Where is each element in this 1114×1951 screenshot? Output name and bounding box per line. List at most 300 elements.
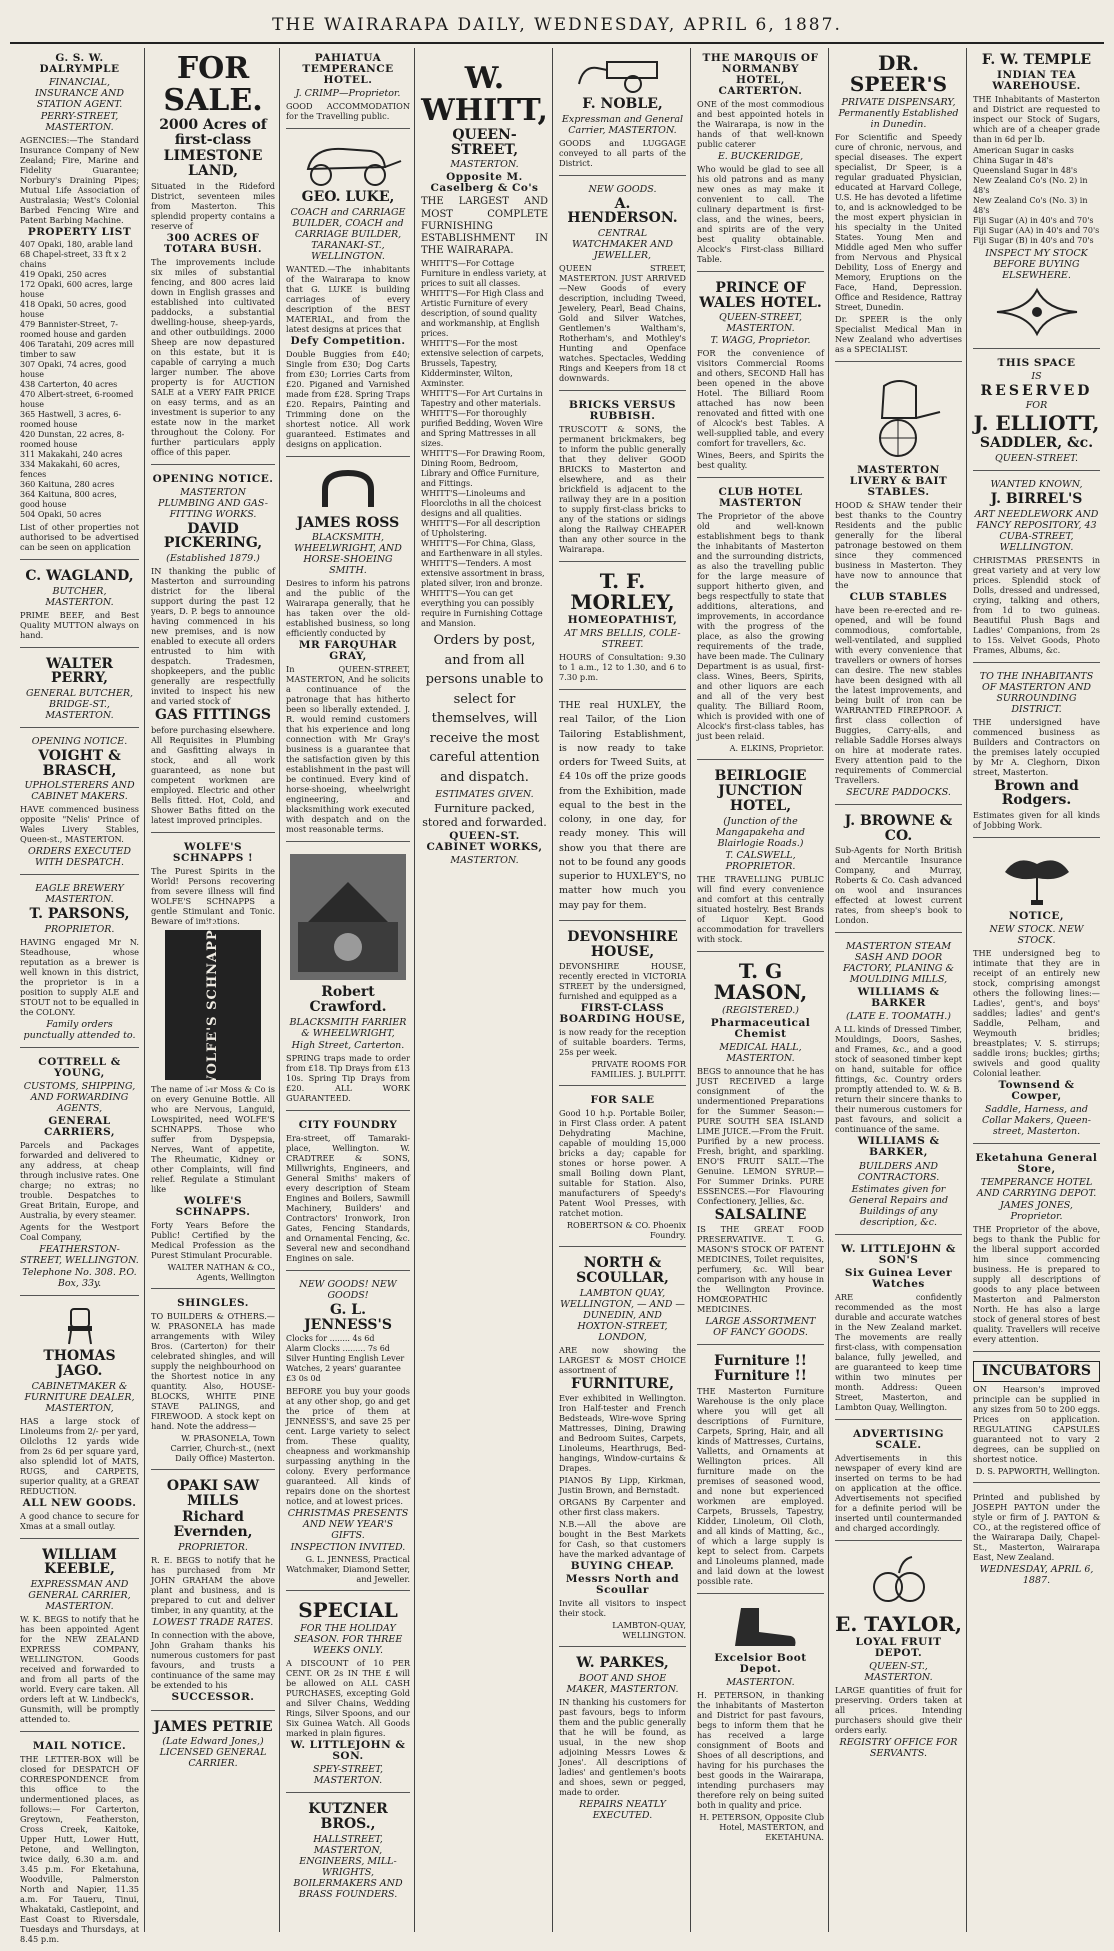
- ad-title-2: GENERAL CARRIERS,: [44, 1115, 115, 1139]
- ad-title: G. L. JENNESS'S: [304, 1301, 392, 1333]
- ad-title: Excelsior Boot Depot.: [714, 1651, 807, 1675]
- ad-body: THE LETTER-BOX will be closed for DESPATCH OF CORRESPONDENCE from this office to the undermentioned places, as follows:— For Carterton, Greytown, Featherston, Cross Creek, Kaitoke, Upper Hutt, Lower Hutt, Petone, and Wellington, twice daily, 6.30 a.m. and 3.45 p.m. For Eketahuna, Woodville, Palmerston North and Napier, 11.35 a.m. For Taueru, Tinui, Whakataki, Castlepoint, and East Coast to Riversdale, Tuesdays and Thursdays, at 8.45 p.m.: [20, 1754, 139, 1945]
- reserved-line-7: QUEEN-STREET.: [994, 453, 1078, 465]
- ad-birrel: [973, 475, 1100, 663]
- ad-subtitle: QUEEN-STREET,: [450, 127, 519, 158]
- ad-buying: BUYING CHEAP.: [570, 1560, 675, 1573]
- ad-perry: [20, 652, 139, 728]
- ad-body: PRIME BEEF, and Best Quality MUTTON always on hand.: [20, 609, 139, 640]
- sugar-list: American Sugar in casks China Sugar in 48's Queensland Sugar in 48's New Zealand Co's (No. 2) in 48's New Zealand Co's (No. 3) in 48's Fiji Sugar (A) in 40's and 70's Fiji Sugar (AA) in 40's and 70's Fiji Sugar (B) in 40's and 70's: [973, 145, 1100, 245]
- column-5: [552, 48, 691, 1932]
- ad-body-2: Wines, Beers, and Spirits the best quality.: [697, 450, 824, 471]
- ad-address: SPEY-STREET, MASTERTON.: [312, 1764, 384, 1787]
- ad-special-holiday: [286, 1595, 410, 1793]
- ad-luke: [286, 133, 410, 457]
- ad-body: HOURS of Consultation: 9.30 to 1 a.m., 12 to 1.30, and 6 to 7.30 p.m.: [559, 652, 686, 683]
- ad-title: DEVONSHIRE HOUSE,: [567, 928, 678, 960]
- ad-whitt: [421, 48, 548, 872]
- ad-mail-notice: [20, 1736, 139, 1951]
- ad-marquis-hotel: [697, 48, 824, 272]
- ad-title-3: 300 ACRES OF TOTARA BUSH.: [163, 231, 263, 255]
- ad-phone: Telephone No. 308. P.O. Box, 33y.: [22, 1267, 137, 1290]
- ad-signature: W. PRASONELA, Town Carrier, Church-st., (next Daily Office) Masterton.: [170, 1432, 275, 1463]
- reserved-line-6: SADDLER, &c.: [979, 435, 1094, 452]
- ad-dr-speer: [835, 48, 962, 362]
- ad-opposite: Opposite M. Caselberg & Co's: [430, 171, 539, 195]
- ad-body: ON Hearson's improved principle can be supplied in any sizes from 50 to 200 eggs. Prices on application. REGULATING CAPSULES guaranteed not to vary 2 degrees, can be supplied on shortest notice.: [973, 1383, 1100, 1464]
- ad-body: ARE confidently recommended as the most durable and accurate watches in the New Zealand market. The movements are really first-class, with compensation balance, fully jewelled, and are guaranteed to keep time within two minutes per month. Address: Queen Street, Masterton, and Lambton Quay, Wellington.: [835, 1291, 962, 1412]
- columns: [14, 48, 1104, 1945]
- ad-organs: ORGANS By Carpenter and other first class makers.: [559, 1497, 686, 1518]
- ad-footer: INSPECT MY STOCK BEFORE BUYING ELSEWHERE.: [985, 247, 1088, 281]
- ad-kicker: MR FARQUHAR GRAY,: [298, 639, 398, 663]
- ad-title: THOMAS JAGO.: [43, 1348, 116, 1379]
- ad-prince-of-wales: [697, 276, 824, 478]
- ad-subtitle: BLACKSMITH, WHEELWRIGHT, AND HORSE-SHOEING SMITH.: [294, 532, 402, 577]
- ad-signature: A. ELKINS, Proprietor.: [729, 743, 824, 754]
- ad-footer: Family orders punctually attended to.: [23, 1019, 136, 1042]
- ad-title: E. TAYLOR,: [835, 1611, 962, 1636]
- ad-north-scoullar: [559, 1251, 686, 1647]
- ad-body: Era-street, off Tamaraki-place, Wellington. W. CRADTREE & SONS, Millwrights, Engineers, and General Smiths' makers of every description of Steam Engines and Boilers, Sawmill Machinery, Builders' and Contractors' Ironwork, Iron Gates, Fencing Standards, and Ornamental Fencing, &c. Several new and secondhand Engines on sale.: [286, 1132, 410, 1263]
- ad-body: Good 10 h.p. Portable Boiler, in First Class order. A patent Dehydrating Machine, capable of moulding 15,000 bricks a day; capable for stones or horse power. A small Boiling down Plant, suitable for Station. Also, manufacturers of Speedy's Patent Wool Presses, with ratchet motion.: [559, 1108, 686, 1219]
- ad-body: Situated in the Rideford District, seventeen miles from Masterton. This splendid property contains a reserve of: [151, 180, 275, 231]
- ad-subtitle: FINANCIAL, INSURANCE AND STATION AGENT.: [35, 77, 124, 111]
- ad-title-2: TEMPERANCE HOTEL AND CARRYING DEPOT.: [976, 1177, 1097, 1200]
- ad-body: THE LARGEST AND MOST COMPLETE FURNISHING ESTABLISHMENT IN THE WAIRARAPA.: [421, 196, 548, 257]
- ad-townsend-cowper: [973, 842, 1100, 1144]
- ad-body: Desires to inform his patrons and the public of the Wairarapa generally, that he has taken over the old-established business, so long efficiently conducted by: [286, 578, 410, 639]
- ad-pahiatua-hotel: [286, 48, 410, 129]
- ad-title: PAHIATUA TEMPERANCE HOTEL.: [302, 52, 394, 87]
- ad-subtitle: CUSTOMS, SHIPPING, AND FORWARDING AGENTS,: [23, 1081, 136, 1115]
- ad-body: LARGE quantities of fruit for preserving. Orders taken at all prices. Intending purchasers should give their orders early.: [835, 1684, 962, 1735]
- ad-kicker-2: CHRISTMAS PRESENTS AND NEW YEAR'S GIFTS.: [287, 1508, 409, 1542]
- ad-signature: LAMBTON-QUAY, WELLINGTON.: [612, 1620, 686, 1641]
- ad-title: SHINGLES.: [177, 1296, 249, 1309]
- ad-body-2: Who would be glad to see all his old patrons and as many new ones as may make it convenient to call. The culinary department is first-class, and the wines, beers, and spirits are of the very best quality obtainable. Alcock's First-class Billiard Table.: [697, 164, 824, 265]
- ad-acres: 2000 Acres of first-class: [159, 117, 267, 148]
- ad-title: W. PARKES,: [576, 1655, 669, 1672]
- ad-signature: PRIVATE ROOMS FOR FAMILIES. J. BULPITT.: [590, 1059, 686, 1080]
- masthead: [10, 8, 1104, 44]
- ad-noble: [559, 48, 686, 176]
- ad-signature: WALTER NATHAN & CO., Agents, Wellington: [167, 1261, 275, 1282]
- ad-furniture-warehouse: [697, 1349, 824, 1593]
- ad-subtitle: QUEEN-STREET, MASTERTON.: [718, 312, 802, 335]
- ad-body: Advertisements in this newspaper of every kind are inserted on terms to be had on application at the office. Advertisements not specified for a definite period will be inserted until countermanded and charged accordingly.: [835, 1452, 962, 1533]
- ad-title-2: FURNITURE,: [571, 1375, 674, 1392]
- ad-address: FEATHERSTON-STREET, WELLINGTON.: [20, 1244, 139, 1267]
- ad-cottrell: [20, 1052, 139, 1296]
- ad-signature: ROBERTSON & CO. Phoenix Foundry.: [566, 1220, 686, 1241]
- ad-body: W. K. BEGS to notify that he has been appointed Agent for the NEW ZEALAND EXPRESS COMPANY, WELLINGTON. Goods received and forwarded to and from all parts of the world. Every care taken. All orders left at W. Lindbeck's, Gunsmith, will be promptly attended to.: [20, 1614, 139, 1724]
- ad-body-2: The improvements include six miles of substantial fencing, and 800 acres laid down in English grasses and established into cultivated paddocks, a substantial dwelling-house, sheep-yards, and other outbuildings. 2000 Sheep are now depastured on this estate, but it is capable of carrying a much larger number. The above property is for AUCTION SALE at a VERY FAIR PRICE on easy terms, and as an investment is superior to any estate now in the market throughout the Colony. For further particulars apply office of this paper.: [151, 256, 275, 457]
- ad-body: CHRISTMAS PRESENTS in great variety and at very low prices. Splendid stock of Dolls, dressed and undressed, crying, talking and others, from 1d to two guineas. Beautiful Plush Bags and Ladies' Companions, from 2s to 15s. Velvet Goods, Photo Frames, Albums, &c.: [973, 554, 1100, 655]
- ad-footer: LARGE ASSORTMENT OF FANCY GOODS.: [705, 1316, 816, 1339]
- column-1: [14, 48, 144, 1945]
- ad-subtitle: BLACKSMITH FARRIER & WHEELWRIGHT,: [289, 1016, 407, 1039]
- ad-body-2: is now ready for the reception of suitable boarders. Terms, 25s per week.: [559, 1027, 686, 1058]
- saddle-illustration-icon: [997, 848, 1077, 908]
- ad-temple: [973, 48, 1100, 349]
- ad-subtitle: BUTCHER, MASTERTON.: [45, 585, 114, 608]
- ad-title: FOR SALE.: [163, 51, 263, 118]
- ad-kicker: Defy Competition.: [290, 334, 406, 347]
- ad-subtitle: (Late Edward Jones,) LICENSED GENERAL CARRIER.: [159, 1736, 267, 1770]
- ad-title-2: Richard Evernden,: [173, 1509, 253, 1540]
- fruit-illustration-icon: [864, 1551, 934, 1611]
- ad-title: T. PARSONS,: [29, 906, 130, 923]
- ad-body-2: The name of Mr Moss & Co is on every Genuine Bottle. All who are Nervous, Languid, Lowspirited, need WOLFE'S SCHNAPPS. Those who suffer from Dyspepsia, Nerves, Want of appetite, The Rheumatic, Kidney or other Complaints, will find relief. Regulate a Stimulant like: [151, 1083, 275, 1194]
- ad-title-2: WILLIAMS & BARKER,: [857, 1135, 940, 1159]
- ad-title-2: GAS FITTINGS: [154, 707, 272, 724]
- boot-illustration-icon: [721, 1604, 801, 1650]
- ad-body: THE real HUXLEY, the real Tailor, of the Lion Tailoring Establishment, is now ready to take orders for Tweed Suits, at £4 10s off the prize goods from the Exhibition, made equal to the best in the colony, in one day, for ready money. This will show you that there are not to be found any goods superior to HUXLEY'S, no matter how much you may pay for them.: [559, 700, 686, 911]
- ad-subtitle: COACH and CARRIAGE BUILDER, COACH and CARRIAGE BUILDER, TARANAKI-ST., WELLINGTON.: [290, 206, 406, 262]
- ad-signature: T. WAGG, Proprietor.: [710, 335, 811, 347]
- ad-body: THE undersigned beg to intimate that they are in receipt of an entirely new stock, comprising amongst others the following lines:— Ladies', gent's, and boys' saddles; ladies' and gent's Saddle, Pelham, and Weymouth bridles; breastplates; V. S. stirrups; saddle irons; buckles; girths; swivels and good quality Colonial leather.: [973, 948, 1100, 1079]
- ad-title: J. BIRREL'S: [990, 491, 1083, 508]
- ad-devonshire: [559, 925, 686, 1086]
- column-4: [414, 48, 553, 1932]
- ad-subtitle: MASTERTON PLUMBING AND GAS-FITTING WORKS.: [158, 486, 268, 520]
- ad-kicker: NEW STOCK. NEW STOCK.: [989, 924, 1084, 947]
- ad-title: J. BROWNE & CO.: [844, 813, 953, 844]
- ad-subtitle-2: AT MRS BELLIS, COLE-STREET.: [564, 628, 681, 651]
- ad-title: VOIGHT & BRASCH,: [38, 748, 121, 779]
- ad-body: IN thanking the public of Masterton and surrounding district for the liberal support during the past 12 years, D. P. begs to announce having commenced in his new premises, and is now enabled to execute all orders entrusted to him with despatch. Tradesmen, shopkeepers, and the public generally are respectfully invited to inspect his new and varied stock of: [151, 566, 275, 707]
- ad-subtitle: CENTRAL WATCHMAKER AND JEWELLER,: [571, 228, 674, 262]
- ad-established: (Established 1879.): [166, 553, 260, 565]
- ad-title: MASTERTON LIVERY & BAIT STABLES.: [849, 464, 948, 499]
- ad-body: TRUSCOTT & SONS, the permanent brickmakers, beg to inform the public generally that they deliver GOOD BRICKS to Masterton and elsewhere, and as their brickfield is adjacent to the railway they are in a position to supply first-class bricks to any of the stations or sidings along the Railway CHEAPER than any other source in the Wairarapa.: [559, 424, 686, 555]
- ad-title: GEO. LUKE,: [301, 189, 395, 206]
- ad-title: BRICKS VERSUS RUBBISH.: [569, 399, 676, 423]
- ad-kicker: WANTED KNOWN,: [990, 479, 1083, 491]
- ad-body: GOODS and LUGGAGE conveyed to all parts of the District.: [559, 137, 686, 168]
- ad-kicker: LOWEST TRADE RATES.: [152, 1616, 274, 1628]
- ad-body: For Scientific and Speedy cure of chronic, nervous, and special diseases. The expert specialist, Dr Speer, is a regular graduated Physician, educated at Harvard College, U.S. He has devoted a lifetime to, and is acknowledged to be the most expert physician in his specialty in the United States. Young Men and Middle aged Men who suffer from Nervous and Physical Debility, Loss of Energy and Memory, Eruptions on the Face, Hand, Depression. Office and Residence, Rattray Street, Dunedin.: [835, 132, 962, 312]
- ad-subtitle: PRIVATE DISPENSARY, Permanently Established in Dunedin.: [838, 97, 959, 130]
- ad-signature: W. LITTLEJOHN & SON.: [290, 1739, 406, 1763]
- ad-title: INCUBATORS: [973, 1361, 1100, 1382]
- ad-signature: G. L. JENNESS, Practical Watchmaker, Diamond Setter, and Jeweller.: [286, 1554, 410, 1585]
- ad-parkes: [559, 1651, 686, 1827]
- ad-body-2: In connection with the above, John Graham thanks his numerous customers for past favours, and trusts a continuance of the same may be extended to his: [151, 1629, 275, 1690]
- ad-subtitle-2: High Street, Carterton.: [291, 1039, 405, 1051]
- ad-subtitle: HALLSTREET, MASTERTON, ENGINEERS, MILL-WRIGHTS, BOILERMAKERS AND BRASS FOUNDERS.: [293, 1833, 403, 1900]
- ad-big-text: Orders by post, and from all persons unable to select for themselves, will receive the most careful attention and dispatch.: [425, 633, 544, 785]
- ad-body: THE TRAVELLING PUBLIC will find every convenience and comfort at this centrally situated hostelry. Best Brands of Liquor Kept. Good accommodation for travellers with stock.: [697, 873, 824, 944]
- ad-title: T. G MASON,: [713, 958, 808, 1004]
- reserved-line-3: RESERVED: [980, 382, 1093, 399]
- ad-body: HAVING engaged Mr N. Steadhouse, whose reputation as a brewer is well known in this district, the proprietor is in a position to supply ALE and STOUT not to be equalled in the COLONY.: [20, 937, 139, 1018]
- ad-title-2: LIMESTONE LAND,: [163, 148, 263, 180]
- ad-title-2: Pharmaceutical Chemist: [710, 1016, 811, 1040]
- reserved-line-2: IS: [1031, 370, 1042, 382]
- ad-for-sale-land: [151, 48, 275, 465]
- ad-henderson: [559, 180, 686, 391]
- reserved-line-5: J. ELLIOTT,: [973, 411, 1100, 436]
- buggy-illustration-icon: [854, 372, 944, 462]
- ad-title: DR. SPEER'S: [849, 51, 948, 96]
- ad-body-2: before purchasing elsewhere. All Requisites in Plumbing and Gasfitting always in stock, and all work guaranteed, as none but competent workmen are employed. Electric and other Bells fitted. Hot, Cold, and Shower Baths fitted on the latest improved principles.: [151, 724, 275, 825]
- ad-title-2: FIRST-CLASS BOARDING HOUSE,: [559, 1002, 686, 1026]
- ad-bricks: [559, 395, 686, 562]
- ad-title: OPAKI SAW MILLS: [166, 1477, 260, 1509]
- ad-body: A DISCOUNT of 10 PER CENT. OR 2s IN THE £ will be allowed on ALL CASH PURCHASES, excepting Gold and Silver Chains, Wedding Rings, Silver Spoons, and our Six Guinea Watch. All Goods marked in plain figures.: [286, 1658, 410, 1739]
- ad-footer: Estimates given for all kinds of Jobbing Work.: [973, 810, 1100, 831]
- ad-kicker: EAGLE BREWERY MASTERTON.: [35, 883, 124, 906]
- masthead-title: THE WAIRARAPA DAILY, WEDNESDAY, APRIL 6, 1887.: [272, 15, 842, 35]
- ad-title: COTTRELL & YOUNG,: [38, 1056, 121, 1080]
- ad-body: BEGS to announce that he has JUST RECEIVED a large consignment of the undermentioned Preparations for the Summer Season:— PURE SOUTH SEA ISLAND LIME JUICE.—From the Fruit. Purified by a new process. Fresh, bright, and sparkling. ENO'S FRUIT SALT.—The Genuine. LEMON SYRUP.—For Summer Drinks. PURE ESSENCES.—For Flavouring Confectionery, Jellies, &c.: [697, 1065, 824, 1206]
- ad-subtitle: FOR THE HOLIDAY SEASON. FOR THREE WEEKS ONLY.: [293, 1623, 403, 1657]
- ad-body: A LL kinds of Dressed Timber, Mouldings, Doors, Sashes, and Frames, &c., and a good stock of seasoned timber kept on hand, suitable for office fittings, &c. Country orders promptly attended to. W. & B. return their sincere thanks to their numerous customers for past favours, and solicit a continuance of the same.: [835, 1024, 962, 1135]
- ad-kicker: NEW GOODS.: [588, 183, 657, 195]
- ad-body: AGENCIES:—The Standard Insurance Company of New Zealand; Fire, Marine and Fidelity Guarantee; Norbury's Draining Pipes; Mutual Life Association of Australasia; West's Colonial Barbed Fencing Wire and Patent Barbing Machine.: [20, 135, 139, 226]
- ad-pianos: PIANOS By Lipp, Kirkman, Justin Brown, and Bernstadt.: [559, 1475, 686, 1496]
- ad-club-hotel: [697, 482, 824, 760]
- ad-subtitle: CABINETMAKER & FURNITURE DEALER, MASTERTON,: [24, 1380, 135, 1414]
- ad-footer: SECURE PADDOCKS.: [846, 787, 951, 799]
- ad-footer: REPAIRS NEATLY EXECUTED.: [579, 1799, 666, 1822]
- ad-signature: J. CRIMP—Proprietor.: [295, 88, 401, 100]
- ad-body-3: Forty Years Before the Public! Certified by the Medical Profession as the Purest Stimulant Procurable.: [151, 1219, 275, 1260]
- ad-wagland: [20, 564, 139, 648]
- ad-title-2: CLUB STABLES: [849, 591, 948, 604]
- ad-body: BEFORE you buy your goods at any other shop, go and get the price of them at JENNESS'S, and save 25 per cent. Large variety to select from. These quality, cheapness and workmanship surpassing anything in the colony. Every performance guaranteed. All kinds of repairs done on the shortest notice, and at lowest prices.: [286, 1386, 410, 1507]
- ad-subtitle: Expressman and General Carrier, MASTERTON.: [561, 113, 684, 136]
- ad-littlejohn-watches: [835, 1239, 962, 1420]
- ad-for-sale-boiler: [559, 1090, 686, 1247]
- ad-morley: [559, 566, 686, 690]
- ad-kicker: MASTERTON STEAM SASH AND DOOR FACTORY, PLANING & MOULDING MILLS,: [843, 941, 954, 986]
- ad-footer: Dr. SPEER is the only Specialist Medical Man in New Zealand who advertises as a SPECIALIST.: [835, 314, 962, 354]
- price-list: Clocks for ........ 4s 6d Alarm Clocks ......... 7s 6d Silver Hunting English Lever Watches, 2 years' guarantee £3 0s 0d: [286, 1334, 405, 1384]
- horseshoe-illustration-icon: [313, 467, 383, 513]
- ad-successor: SUCCESSOR.: [171, 1690, 255, 1703]
- ad-signature: H. PETERSON, Opposite Club Hotel, MASTERTON, and EKETAHUNA.: [699, 1811, 824, 1842]
- ad-brown-rodgers: [973, 667, 1100, 838]
- ad-mason-chemist: [697, 956, 824, 1346]
- ad-browne: [835, 809, 962, 933]
- ad-city-foundry: [286, 1115, 410, 1271]
- column-3: [279, 48, 415, 1932]
- ad-title: A. HENDERSON.: [567, 195, 678, 227]
- ad-body: The Proprietor of the above old and well-known establishment begs to thank the inhabitants of Masterton and the surrounding districts, as also the travelling public for the large measure of support hitherto given, and begs respectfully to state that additions, alterations, and improvements, in accordance with the progress of the place, as also the growing requirements of the trade, have been made. The Culinary Department is as usual, first-class. Wines, Beers, Spirits, and other liquors are each and all of the very best quality. The Billiard Room, which is provided with one of Alcock's first-class tables, has just been relaid.: [697, 511, 824, 742]
- ad-signature: E. BUCKERIDGE,: [717, 151, 804, 163]
- imprint-body: Printed and published by JOSEPH PAYTON under the style or firm of J. PAYTON & CO., at the registered office of the Wairarapa Daily, Chapel-St., Masterton, Wairarapa East, New Zealand.: [973, 1491, 1100, 1562]
- ad-taylor: [835, 1545, 962, 1765]
- ad-beirlogie-hotel: [697, 764, 824, 951]
- ad-body: ONE of the most commodious and best appointed hotels in the Wairarapa, is now in the hands of that well-known public caterer: [697, 99, 824, 150]
- ad-body: Parcels and Packages forwarded and delivered to any address, at cheap through inclusive rates. One charge; no extras; no trouble. Despatches to Great Britain, Europe, and Australia, by every steamer.: [20, 1140, 139, 1221]
- ad-title-2: Brown and Rodgers.: [994, 777, 1079, 809]
- ad-williams-barker: [835, 937, 962, 1234]
- ad-subtitle: EXPRESSMAN AND GENERAL CARRIER, MASTERTON.: [28, 1579, 131, 1612]
- ad-body-2: Double Buggies from £40; Single from £30; Dog Carts from £30; Lorries Carts from £20. Piganed and Varnished made from £28. Spring Traps £20. Repairs, Painting and Trimming done on the shortest notice. All work guaranteed. Estimates and designs on application.: [286, 348, 410, 449]
- ad-opaki-saw-mills: [151, 1474, 275, 1711]
- ad-pickering: [151, 469, 275, 833]
- ad-kicker: OPENING NOTICE.: [152, 472, 274, 485]
- ad-works-2: MASTERTON.: [450, 855, 519, 867]
- ad-title-3: SALSALINE: [714, 1206, 807, 1223]
- ad-eketahuna-store: [973, 1148, 1100, 1352]
- ad-title-3: Messrs North and Scoullar: [565, 1573, 680, 1597]
- ad-jenness: [286, 1275, 410, 1591]
- ad-title: WILLIAMS & BARKER: [857, 986, 940, 1010]
- ad-subtitle: ART NEEDLEWORK AND FANCY REPOSITORY, 43 CUBA-STREET, WELLINGTON.: [974, 508, 1099, 553]
- ad-subtitle: UPHOLSTERERS AND CABINET MAKERS.: [24, 780, 135, 803]
- ad-subtitle-2: MASTERTON.: [450, 159, 519, 171]
- column-7: [828, 48, 967, 1932]
- ad-title: ADVERTISING SCALE.: [852, 1427, 945, 1451]
- ad-body: DEVONSHIRE HOUSE, recently erected in VICTORIA STREET by the undersigned, furnished and equipped as a: [559, 961, 686, 1002]
- carriage-illustration-icon: [293, 139, 403, 187]
- ad-body-2: IS THE GREAT FOOD PRESERVATIVE. T. G. MASON'S STOCK OF PATENT MEDICINES, Toilet requisites, perfumery, &c. Will bear comparison with any house in the Wellington Province. HOMŒOPATHIC MEDICINES.: [697, 1224, 824, 1315]
- reserved-line-4: FOR: [1025, 400, 1048, 412]
- ad-address: Saddle, Harness, and Collar Makers, Queen-street, Masterton.: [982, 1104, 1091, 1138]
- ad-street: PERRY-STREET, MASTERTON.: [40, 111, 119, 134]
- ad-subtitle: QUEEN-ST., MASTERTON.: [864, 1660, 933, 1683]
- ad-title-2: INDIAN TEA WAREHOUSE.: [992, 68, 1081, 92]
- reserved-line-1: THIS SPACE: [997, 356, 1076, 369]
- ad-footer: Furniture packed, stored and forwarded.: [422, 802, 547, 829]
- ad-livery-stables: [835, 366, 962, 805]
- ad-title: TO THE INHABITANTS OF MASTERTON AND SURROUNDING DISTRICT.: [979, 670, 1094, 715]
- ad-title: JAMES PETRIE: [153, 1718, 273, 1735]
- ad-reserved-elliott: [973, 353, 1100, 471]
- ad-kutzner: [286, 1797, 410, 1905]
- ad-kicker: NEW GOODS! NEW GOODS!: [299, 1278, 397, 1301]
- ad-subtitle: PROPRIETOR.: [178, 1541, 248, 1553]
- ad-estimates: ESTIMATES GIVEN.: [435, 789, 534, 801]
- ad-subtitle: HOMEOPATHIST,: [567, 614, 678, 627]
- ad-dalrymple: [20, 48, 139, 560]
- ad-advertising-scale: [835, 1424, 962, 1541]
- column-2: [144, 48, 280, 1932]
- ad-voight: [20, 732, 139, 875]
- chair-illustration-icon: [60, 1306, 100, 1346]
- ad-title: F. NOBLE,: [582, 96, 663, 112]
- ad-title: Eketahuna General Store,: [975, 1152, 1098, 1176]
- ad-body: Sub-Agents for North British and Mercantile Insurance Company, and Murray, Roberts & Co. Cash advanced on wool and insurances effected at lowest current rates, from sheep's book to London.: [835, 845, 962, 926]
- ad-subtitle: (REGISTERED.): [721, 1004, 799, 1016]
- ad-body: TO BUILDERS & OTHERS.—W. PRASONELA has made arrangements with Wiley Bros. (Carterton) for their celebrated shingles, and will supply the neighbourhood on the Shortest notice in any quantity. Also, HOUSE-BLOCKS, WHITE PINE STAVE PALINGS, and FIREWOOD. A stock kept on hand. Note the address—: [151, 1310, 275, 1431]
- ad-body: THE Proprietor of the above, begs to thank the Public for the liberal support accorded him since commencing business. He is prepared to supply all descriptions of goods to any place between Masterton and Palmerston North. He has also a large stock of general stores of best quality. Travellers will receive every attention.: [973, 1224, 1100, 1345]
- ad-excelsior-boot: [697, 1598, 824, 1848]
- ad-title-2: WOLFE'S SCHNAPPS.: [175, 1194, 251, 1218]
- ad-title: FOR SALE: [590, 1094, 655, 1107]
- ad-body: THE Masterton Furniture Warehouse is the only place where you will get all descriptions of Furniture, Carpets, Spring, Hair, and all kinds of Mattresses, Curtains, Valletts, and Ornaments at Wellington prices. All furniture made on the premises of seasoned wood, and none but experienced workmen are employed. Carpets, Brussels, Tapestry, Kidder, Linoleum, Oil Cloth, and all kinds of Matting, &c., of which a large supply is kept to select from. Carpets and Linoleums planned, made and laid down at the lowest possible rate.: [697, 1385, 824, 1586]
- ad-footer: A good chance to secure for Xmas at a small outlay.: [20, 1510, 139, 1531]
- ad-body: HAVE commenced business opposite "Nelis' Prince of Wales Livery Stables, Queen-st., MASTERTON.: [20, 804, 139, 845]
- ad-subtitle-2: MEDICAL HALL, MASTERTON.: [719, 1041, 802, 1064]
- ad-footer: ORDERS EXECUTED WITH DESPATCH.: [28, 846, 131, 869]
- ad-title-2: LOYAL FRUIT DEPOT.: [855, 1635, 942, 1659]
- schnapps-label-text: WOLFE'S SCHNAPPS: [205, 919, 221, 1091]
- ad-body-2: In QUEEN-STREET, MASTERTON, And he solicits a continuance of the patronage that has hitherto been so liberally extended. J. R. would remind customers that his experience and long connection with Mr Gray's business is a guarantee that the satisfaction given by this establishment in the past will be continued. Every kind of horse-shoeing, wheelwright engineering, and blacksmithing work executed with despatch and on the most reasonable terms.: [286, 664, 410, 835]
- property-list: 407 Opaki, 180, arable land 68 Chapel-street, 33 ft x 2 chains 419 Opaki, 250 acres 172 Opaki, 600 acres, large house 418 Opaki, 50 acres, good house 479 Bannister-Street, 7-roomed house and garden 406 Taratahi, 209 acres mill timber to saw 307 Opaki, 74 acres, good house 438 Carterton, 40 acres 470 Albert-street, 6-roomed house 365 Hastwell, 3 acres, 6-roomed house 420 Dunstan, 22 acres, 8-roomed house 311 Makakahi, 240 acres 334 Makakahi, 60 acres, fences 360 Kaituna, 280 acres 364 Kaituna, 800 acres, good house 504 Opaki, 50 acres: [20, 240, 135, 520]
- ad-wolfe-schnapps: [151, 837, 275, 1289]
- cart-illustration-icon: [573, 54, 673, 94]
- schnapps-label-illustration: [165, 919, 261, 1091]
- whitt-list: WHITT'S—For Cottage Furniture in endless variety, at prices to suit all classes. WHITT'S—For High Class and Artistic Furniture of every description, of sound quality and workmanship, at English prices. WHITT'S—For the most extensive selection of carpets, Brussels, Tapestry, Kidderminster, Wilton, Axminster. WHITT'S—For Art Curtains in Tapestry and other materials. WHITT'S—For thoroughly purified Bedding, Woven Wire and Spring Mattresses in all sizes. WHITT'S—For Drawing Room, Dining Room, Bedroom, Library and Office Furniture, and Fittings. WHITT'S—Linoleums and Floorcloths in all the choicest designs and all qualities. WHITT'S—For all description of Upholstering. WHITT'S—For China, Glass, and Earthenware in all styles. WHITT'S—Tenders. A most extensive assortment in brass, plated silver, iron and bronze. WHITT'S—You can get everything you can possibly require in Furnishing Cottage and Mansion.: [421, 259, 547, 629]
- ornament-illustration-icon: [987, 284, 1087, 340]
- ad-body: FOR the convenience of visitors Commercial Rooms and others, SECOND Hall has been opened in the above Hotel. The Billiard Room attached has now been renovated and fitted with one of Alcock's best Tables. A well-supplied table, and every comfort for travellers, &c.: [697, 348, 824, 449]
- ad-body-2: Ever exhibited in Wellington. Iron Half-tester and French Bedsteads, Wire-wove Spring Mattresses, Dining, Drawing and Bedroom Suites, Carpets, Linoleums, Hearthrugs, Bed-hangings, Window-curtains & Drapes.: [559, 1393, 686, 1474]
- ad-title: NORTH & SCOULLAR,: [576, 1255, 669, 1286]
- ad-title: PRINCE OF WALES HOTEL.: [699, 280, 822, 311]
- ad-title: C. WAGLAND,: [25, 568, 134, 585]
- ad-subtitle: BOOT AND SHOE MAKER, MASTERTON.: [566, 1673, 679, 1696]
- ad-body-4: Invite all visitors to inspect their stock.: [559, 1598, 686, 1619]
- property-list-title: PROPERTY LIST: [27, 226, 132, 239]
- ad-body: ARE now showing the LARGEST & MOST CHOICE assortment of: [559, 1344, 686, 1375]
- ad-agents: Agents for the Westport Coal Company,: [20, 1222, 139, 1243]
- ad-title: W. WHITT,: [421, 61, 548, 128]
- ad-body: HOOD & SHAW tender their best thanks to the Country Residents and the public generally for the liberal patronage bestowed on them since they commenced business in Masterton. They have now to announce that the: [835, 500, 962, 591]
- ad-title: MAIL NOTICE.: [32, 1740, 127, 1752]
- imprint-date: WEDNESDAY, APRIL 6, 1887.: [979, 1563, 1094, 1586]
- ad-title: G. S. W. DALRYMPLE: [39, 52, 120, 76]
- ad-subtitle: PROPRIETOR.: [44, 924, 115, 936]
- ad-body-2: have been re-erected and re-opened, and will be found commodious, comfortable, well-ventilated, and supplied with every convenience that travellers or owners of horses can desire. The new stables have been designed with all the latest improvements, and being built of iron can be WARRANTED FIREPROOF. A first class collection of Buggies, Carry-alls, and reliable Saddle Horses always on hire at moderate rates. Every attention paid to the requirements of Commercial Travellers.: [835, 605, 962, 786]
- ad-signature: D. S. PAPWORTH, Wellington.: [975, 1465, 1100, 1476]
- ad-title: W. LITTLEJOHN & SON'S: [841, 1242, 956, 1266]
- ad-subtitle-2: BUILDERS AND CONTRACTORS.: [857, 1160, 940, 1183]
- ad-shingles: [151, 1293, 275, 1470]
- ad-body: SPRING traps made to order from £18. Tip Drays from £13 10s. Spring Tip Drays from £20. ALL WORK GUARANTEED.: [286, 1052, 410, 1103]
- ad-signature: JAMES JONES, Proprietor.: [1000, 1200, 1073, 1223]
- ad-ross: [286, 461, 410, 843]
- ad-body: GOOD ACCOMMODATION for the Travelling public.: [286, 101, 410, 122]
- ad-body-3: N.B.—All the above are bought in the Best Markets for Cash, so that customers have the marked advantage of: [559, 1519, 686, 1560]
- ad-title: JAMES ROSS: [296, 514, 400, 531]
- ad-title: WOLFE'S SCHNAPPS !: [172, 840, 254, 864]
- ad-subtitle: GENERAL BUTCHER, BRIDGE-ST., MASTERTON.: [25, 688, 134, 722]
- imprint: [973, 1487, 1100, 1592]
- ad-footnote: List of other properties not authorised to be advertised can be seen on application: [20, 522, 139, 553]
- ad-petrie: [151, 1715, 275, 1776]
- ad-body: H. PETERSON, in thanking the inhabitants of Masterton and District for past favours, begs to inform them that he has received a large consignment of Boots and Shoes of all descriptions, and having for his purchases the best goods in the Wairarapa, intending purchasers may therefore rely on being suited both in quality and price.: [697, 1689, 824, 1810]
- ad-title: SPECIAL: [298, 1598, 398, 1623]
- ad-subtitle: MASTERTON.: [726, 1676, 795, 1688]
- ad-body: WANTED.—The inhabitants of the Wairarapa to know that G. LUKE is building carriages of every description of the BEST MATERIAL, and from the latest designs at prices that: [286, 263, 410, 334]
- ad-kicker: OPENING NOTICE.: [31, 736, 128, 748]
- ad-body: The Purest Spirits in the World! Persons recovering from severe illness will find WOLFE'S SCHNAPPS a gentle Stimulant and Tonic. Beware of imitations.: [151, 865, 275, 926]
- ad-title: F. W. TEMPLE: [981, 52, 1092, 68]
- ad-body: THE undersigned have commenced business as Builders and Contractors on the premises lately occupied by Mr A. Cleghorn, Dixon street, Masterton.: [973, 716, 1100, 777]
- ad-works: QUEEN-ST. CABINET WORKS,: [426, 830, 543, 854]
- ad-subtitle: INSPECTION INVITED.: [290, 1542, 406, 1554]
- column-6: [690, 48, 829, 1932]
- ad-jago: [20, 1300, 139, 1538]
- ad-crawford: [286, 846, 410, 1110]
- smithy-illustration-icon: [288, 852, 408, 982]
- ad-subtitle: (LATE E. TOOMATH.): [846, 1011, 951, 1023]
- ad-title: BEIRLOGIE JUNCTION HOTEL,: [714, 768, 807, 814]
- ad-title: WILLIAM KEEBLE,: [42, 1546, 117, 1578]
- ad-keeble: [20, 1543, 139, 1732]
- ad-body: QUEEN STREET, MASTERTON. JUST ARRIVED—New Goods of every description, including Tweed, Jewelery, Pearl, Bead Chains, Gold and Silver Watches, Gentlemen's Waltham's, Rotherham's, and Mothley's Hunting and Openface watches. Spectacles, Wedding Rings and Keepers from 18 ct downwards.: [559, 263, 686, 384]
- ad-title: NOTICE,: [1009, 910, 1064, 923]
- ad-footer: REGISTRY OFFICE FOR SERVANTS.: [839, 1736, 958, 1759]
- ad-title: DAVID PICKERING,: [163, 520, 263, 552]
- ad-signature: T. CALSWELL, PROPRIETOR.: [725, 849, 796, 872]
